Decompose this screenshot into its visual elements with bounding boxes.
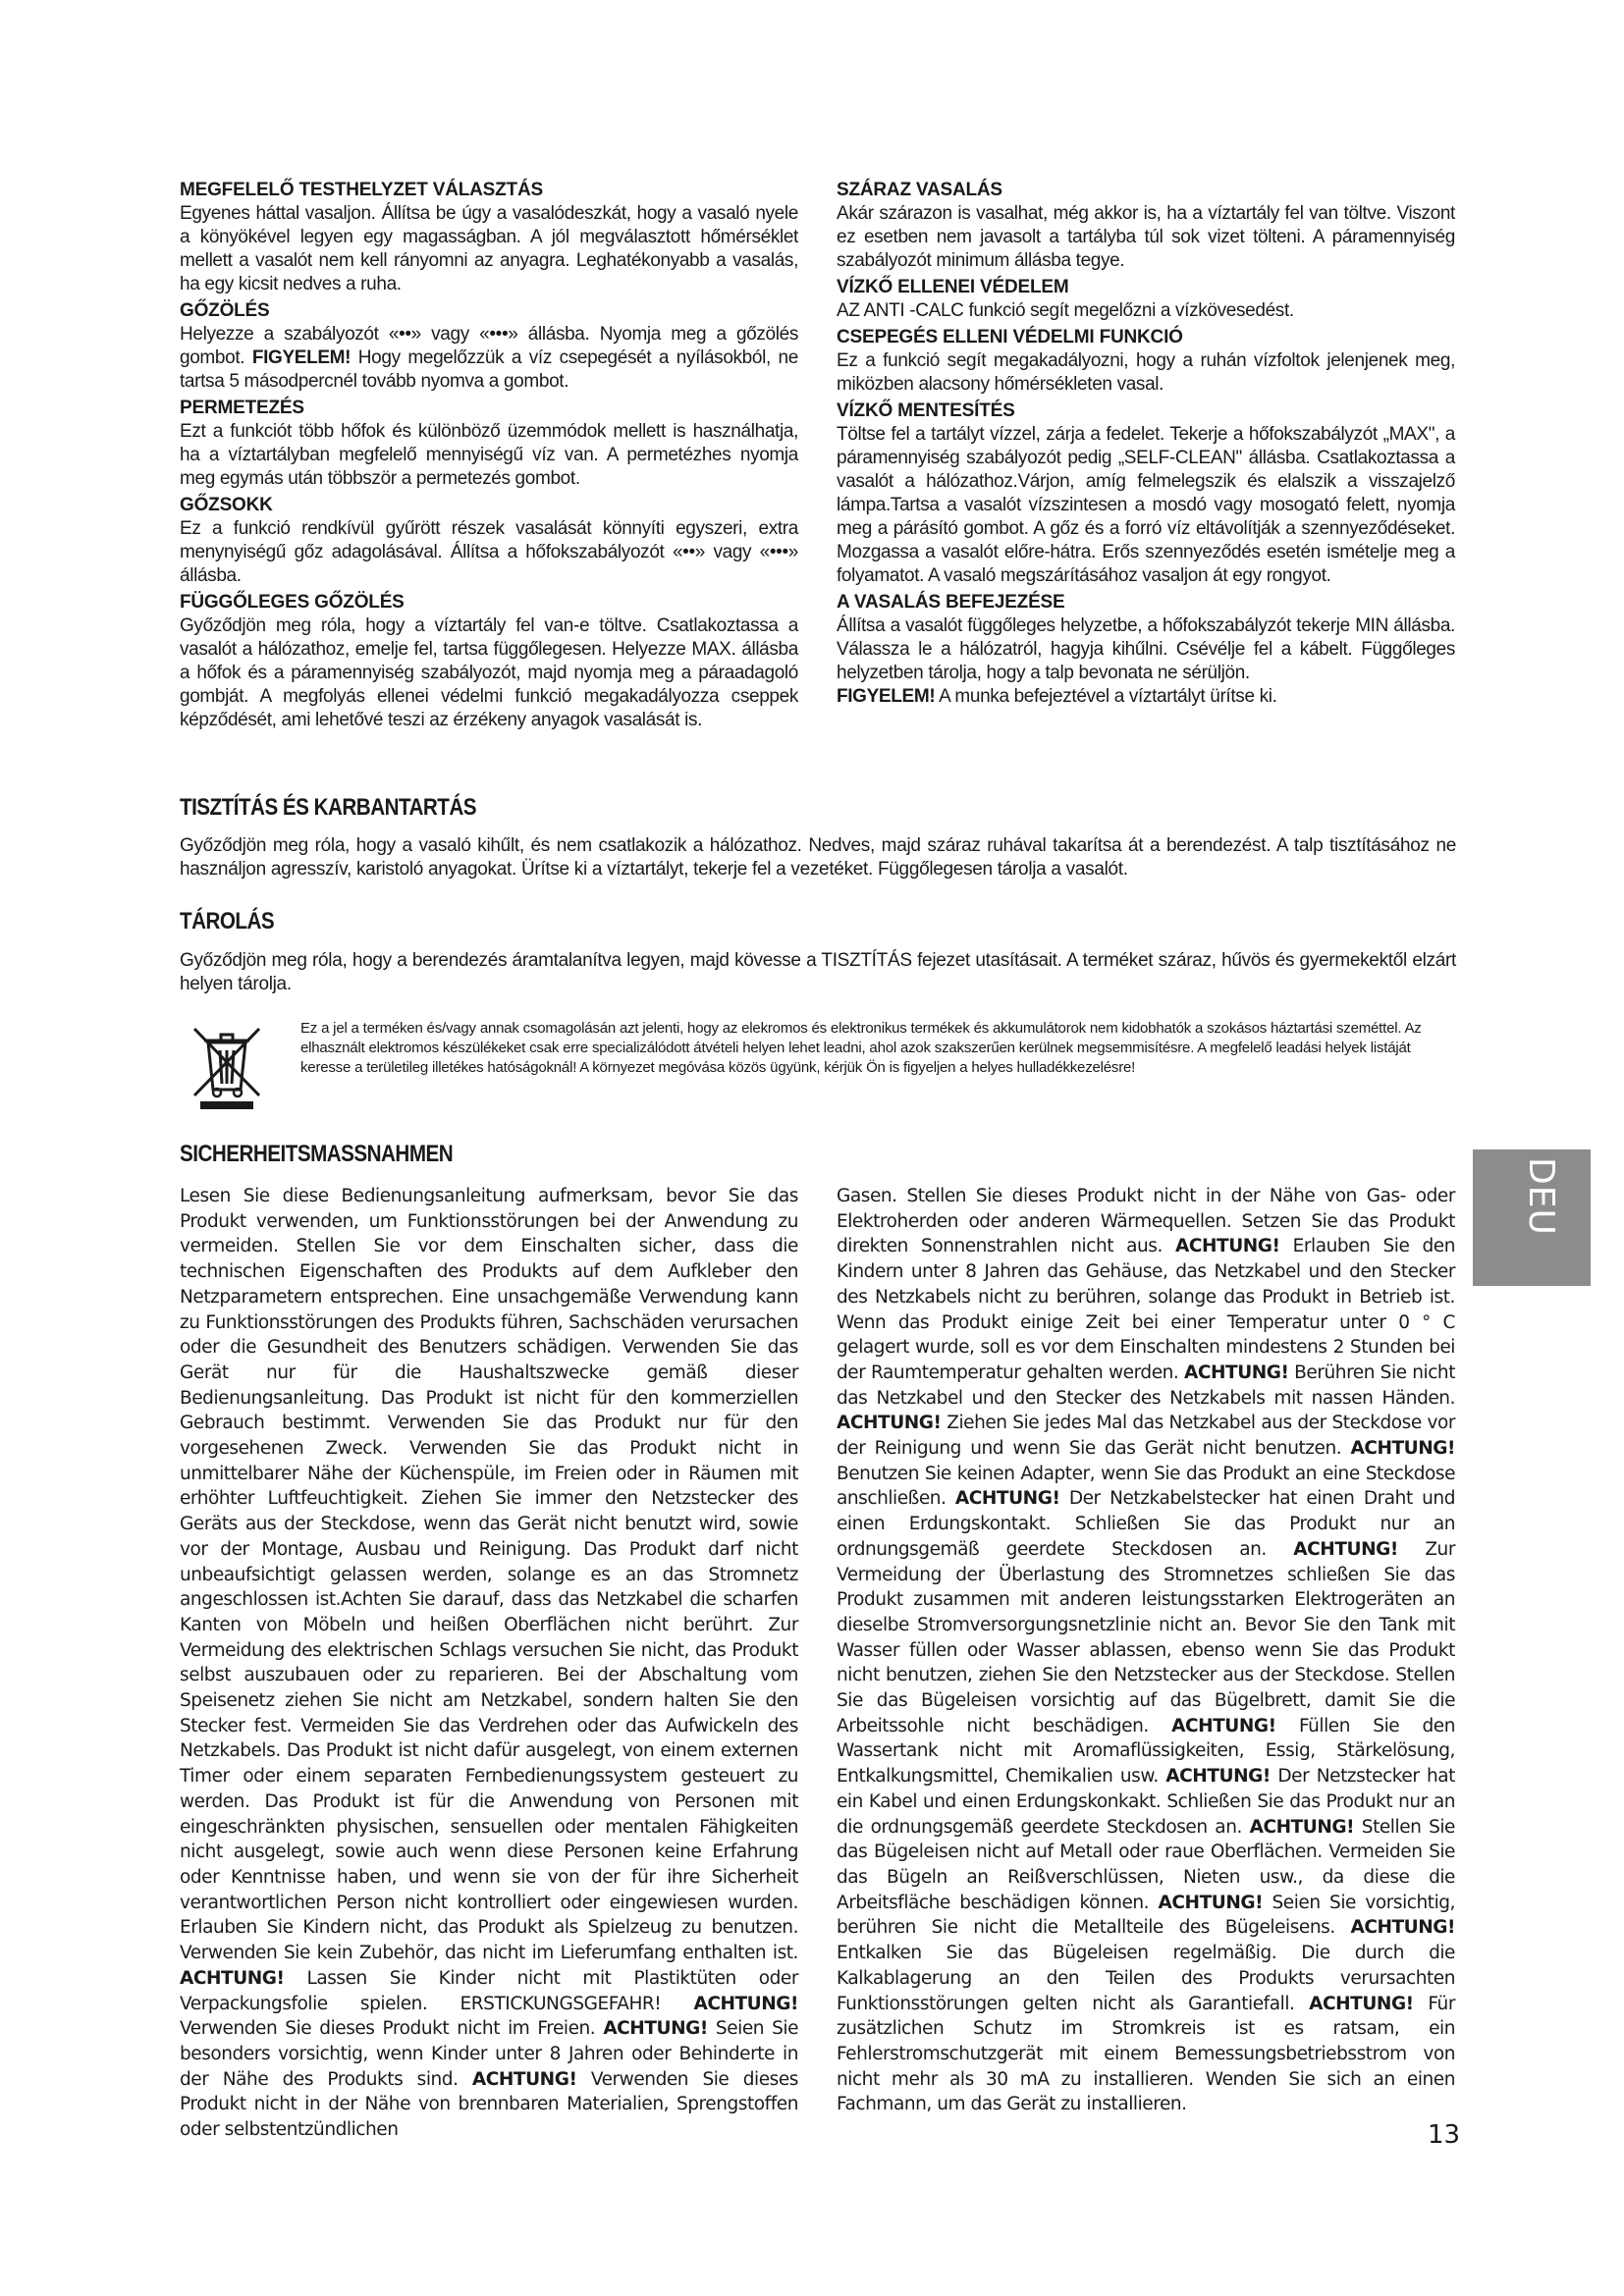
cleaning-text: Győződjön meg róla, hogy a vasaló kihűlt, és nem csatlakozik a hálózathoz. Nedves, majd száraz ruhával takarítsa át a berendezést. A talp tisztításához ne használjon agresszív, karistoló anyagokat. Ürítse ki a víztartályt, tekerje fel a vezetéket. Függőlegesen tárolja a vasalót. [180,835,1456,880]
paragraph: Helyezze a szabályozót «••» vagy «•••» állásba. Nyomja meg a gőzölés gombot. FIGYELEM! Hogy megelőzzük a víz csepegését a nyílásokból, ne tartsa 5 másodpercnél tovább nyomva a gombot. [180,324,798,392]
paragraph: Győződjön meg róla, hogy a víztartály fel van-e töltve. Csatlakoztassa a vasalót a hálózathoz, emelje fel, tartsa függőlegesen. Helyezze MAX. állásba a hőfok és a páramennyiség szabályozót, majd nyomja meg a páraadagoló gombját. A megfolyás ellenei védelmi funkció megakadályozza cseppek képződését, ami lehetővé teszi az érzékeny anyagok vasalását is. [180,615,798,730]
section-heading: VÍZKŐ MENTESÍTÉS [837,400,1015,421]
paragraph: Töltse fel a tartályt vízzel, zárja a fedelet. Tekerje a hőfokszabályzót „MAX", a páramennyiség szabályozót pedig „SELF-CLEAN" állásba. Csatlakoztassa a vasalót a hálózathoz.Várjon, amíg felmelegszik és elalszik a visszajelző lámpa.Tartsa a vasalót vízszintesen a mosdó vagy mosogató felett, nyomja meg a párásító gombot. A gőz és a forró víz eltávolítják a szennyeződéseket. Mozgassa a vasalót előre-hátra. Erős szennyeződés esetén ismételje meg a folyamatot. A vasaló megszárításához vasaljon át egy rongyot. [837,424,1455,586]
language-tab-label: DEU [1521,1157,1561,1236]
paragraph: Ezt a funkciót több hőfok és különböző üzemmódok mellett is használhatja, ha a víztartályban megfelelő mennyiségű víz van. A permetézhes nyomja meg egymás után többször a permetezés gombot. [180,421,798,489]
storage-title: TÁROLÁS [180,908,275,934]
section-heading: GŐZSOKK [180,495,273,515]
paragraph: Ez a funkció segít megakadályozni, hogy a ruhán vízfoltok jelenjenek meg, miközben alacsony hőmérsékleten vasal. [837,350,1455,395]
safety-text-right: Gasen. Stellen Sie dieses Produkt nicht in der Nähe von Gas- oder Elektroherden oder anderen Wärmequellen. Setzen Sie das Produkt direkten Sonnenstrahlen nicht aus. ACHTUNG! Erlauben Sie den Kindern unter 8 Jahren das Gehäuse, das Netzkabel und den Stecker des Netzkabels nicht zu berühren, solange das Produkt in Betrieb ist. Wenn das Produkt einige Zeit bei einer Temperatur unter 0 ° C gelagert wurde, soll es vor dem Einschalten mindestens 2 Stunden bei der Raumtemperatur gehalten werden. ACHTUNG! Berühren Sie nicht das Netzkabel und den Stecker des Netzkabels mit nassen Händen. ACHTUNG! Ziehen Sie jedes Mal das Netzkabel aus der Steckdose vor der Reinigung und wenn Sie das Gerät nicht benutzen. ACHTUNG! Benutzen Sie keinen Adapter, wenn Sie das Produkt an eine Steckdose anschließen. ACHTUNG! Der Netzkabelstecker hat einen Draht und einen Erdungskontakt. Schließen Sie das Produkt nur an ordnungsgemäß geerdete Steckdosen an. ACHTUNG! Zur Vermeidung der Überlastung des Stromnetzes schließen Sie das Produkt zusammen mit anderen leistungsstarken Elektrogeräten an dieselbe Stromversorgungsnetzlinie nicht an. Bevor Sie den Tank mit Wasser füllen oder Wasser ablassen, ebenso wenn Sie das Produkt nicht benutzen, ziehen Sie den Netzstecker aus der Steckdose. Stellen Sie das Bügeleisen vorsichtig auf das Bügelbrett, damit Sie die Arbeitssohle nicht beschädigen. ACHTUNG! Füllen Sie den Wassertank nicht mit Aromaflüssigkeiten, Essig, Stärkelösung, Entkalkungsmittel, Chemikalien usw. ACHTUNG! Der Netzstecker hat ein Kabel und einen Erdungskonkakt. Schließen Sie das Produkt nur an die ordnungsgemäß geerdete Steckdosen an. ACHTUNG! Stellen Sie das Bügeleisen nicht auf Metall oder raue Oberflächen. Vermeiden Sie das Bügeln an Reißverschlüssen, Nieten usw., da diese die Arbeitsfläche beschädigen können. ACHTUNG! Seien Sie vorsichtig, berühren Sie nicht die Metallteile des Bügeleisens. ACHTUNG! Entkalken Sie das Bügeleisen regelmäßig. Die durch die Kalkablagerung an den Teilen des Produkts verursachten Funktionsstörungen gelten nicht als Garantiefall. ACHTUNG! Für zusätzlichen Schutz im Stromkreis ist es ratsam, ein Fehlerstromschutzgerät mit einem Bemessungsbetriebsstrom von nicht mehr als 30 mA zu installieren. Wenden Sie sich an einen Fachmann, um das Gerät zu installieren. [837,1186,1456,2115]
crossed-out-bin-icon [187,1021,267,1111]
weee-notice: Ez a jel a terméken és/vagy annak csomagolásán azt jelenti, hogy az elekromos és elektronikus termékek és akkumulátorok nem kidobhatók a szokásos háztartási szeméttel. Az elhasznált elektromos készülékeket csak erre specializálódott átvételi helyen lehet leadni, ahol azok szakszerűen kerülnek megsemmisítésre. A megfelelő leadási helyek listáját keresse a területileg illetékes hatóságoknál! A környezet megóvása közös ügyünk, kérjük Ön is figyeljen a helyes hulladékkezelésre! [300,1020,1422,1076]
hu-right-column [837,179,1455,712]
section-heading: PERMETEZÉS [180,398,304,418]
section-heading: A VASALÁS BEFEJEZÉSE [837,592,1065,613]
section-heading: VÍZKŐ ELLENEI VÉDELEM [837,277,1069,297]
page-number: 13 [1428,2120,1461,2150]
paragraph: AZ ANTI -CALC funkció segít megelőzni a vízkövesedést. [837,300,1294,321]
hu-left-column [180,179,798,735]
section-heading: GŐZÖLÉS [180,300,270,321]
safety-text-left: Lesen Sie diese Bedienungsanleitung aufmerksam, bevor Sie das Produkt verwenden, um Funktionsstörungen bei der Anwendung zu vermeiden. Stellen Sie vor dem Einschalten sicher, dass die technischen Eigenschaften des Produkts auf dem Aufkleber den Netzparametern entsprechen. Eine unsachgemäße Verwendung kann zu Funktionsstörungen des Produkts führen, Sachschäden verursachen oder die Gesundheit des Benutzers schädigen. Verwenden Sie das Gerät nur für die Haushaltszwecke gemäß dieser Bedienungsanleitung. Das Produkt ist nicht für den kommerziellen Gebrauch bestimmt. Verwenden Sie das Produkt nur für den vorgesehenen Zweck. Verwenden Sie das Produkt nicht in unmittelbarer Nähe der Küchenspüle, im Freien oder in Räumen mit erhöhter Luftfeuchtigkeit. Ziehen Sie immer den Netzstecker des Geräts aus der Steckdose, wenn das Gerät nicht benutzt wird, sowie vor der Montage, Ausbau und Reinigung. Das Produkt darf nicht unbeaufsichtigt gelassen werden, solange es an das Stromnetz angeschlossen ist.Achten Sie darauf, dass das Netzkabel die scharfen Kanten von Möbeln und heißen Oberflächen nicht berührt. Zur Vermeidung des elektrischen Schlags versuchen Sie nicht, das Produkt selbst auszubauen oder zu reparieren. Bei der Abschaltung vom Speisenetz ziehen Sie nicht am Netzkabel, sondern halten Sie den Stecker fest. Vermeiden Sie das Verdrehen oder das Aufwickeln des Netzkabels. Das Produkt ist nicht dafür ausgelegt, von einem externen Timer oder einem separaten Fernbedienungssystem gesteuert zu werden. Das Produkt ist für die Anwendung von Personen mit eingeschränkten physischen, sensuellen oder mentalen Fähigkeiten nicht ausgelegt, sowie auch wenn diese Personen keine Erfahrung oder Kenntnisse haben, und wenn sie von der für ihre Sicherheit verantwortlichen Person nicht kontrolliert oder eingewiesen wurden. Erlauben Sie Kindern nicht, das Produkt als Spielzeug zu benutzen. Verwenden Sie kein Zubehör, das nicht im Lieferumfang enthalten ist. ACHTUNG! Lassen Sie Kinder nicht mit Plastiktüten oder Verpackungsfolie spielen. ERSTICKUNGSGEFAHR! ACHTUNG! Verwenden Sie dieses Produkt nicht im Freien. ACHTUNG! Seien Sie besonders vorsichtig, wenn Kinder unter 8 Jahren oder Behinderte in der Nähe des Produkts sind. ACHTUNG! Verwenden Sie dieses Produkt nicht in der Nähe von brennbaren Materialien, Sprengstoffen oder selbstentzündlichen [180,1186,798,2141]
language-tab [1473,1149,1591,1286]
paragraph: Ez a funkció rendkívül gyűrött részek vasalását könnyíti egyszeri, extra menynyiségű gőz adagolásával. Állítsa a hőfokszabályozót «••» vagy «•••» állásba. [180,518,798,586]
section-heading: CSEPEGÉS ELLENI VÉDELMI FUNKCIÓ [837,327,1183,347]
section-heading: FÜGGŐLEGES GŐZÖLÉS [180,592,405,613]
cleaning-title: TISZTÍTÁS ÉS KARBANTARTÁS [180,794,477,821]
safety-title: SICHERHEITSMASSNAHMEN [180,1141,454,1167]
paragraph: Állítsa a vasalót függőleges helyzetbe, a hőfokszabályzót tekerje MIN állásba. Válassza le a hálózatról, hagyja kihűlni. Csévélje fel a kábelt. Függőleges helyzetben tárolja, hogy a talp bevonata ne sérüljön. FIGYELEM! A munka befejeztével a víztartályt ürítse ki. [837,615,1455,707]
paragraph: Akár szárazon is vasalhat, még akkor is, ha a víztartály fel van töltve. Viszont ez esetben nem javasolt a tartályba túl sok vizet tölteni. A páramennyiség szabályozót minimum állásba tegye. [837,203,1455,271]
section-heading: SZÁRAZ VASALÁS [837,180,1002,200]
section-heading: MEGFELELŐ TESTHELYZET VÁLASZTÁS [180,180,543,200]
storage-text: Győződjön meg róla, hogy a berendezés áramtalanítva legyen, majd kövesse a TISZTÍTÁS fejezet utasításait. A terméket száraz, hűvös és gyermekektől elzárt helyen tárolja. [180,950,1456,994]
paragraph: Egyenes háttal vasaljon. Állítsa be úgy a vasalódeszkát, hogy a vasaló nyele a könyökével legyen egy magasságban. A jól megválasztott hőmérséklet mellett a vasalót nem kell rányomni az anyagra. Leghatékonyabb a vasalás, ha egy kicsit nedves a ruha. [180,203,798,294]
